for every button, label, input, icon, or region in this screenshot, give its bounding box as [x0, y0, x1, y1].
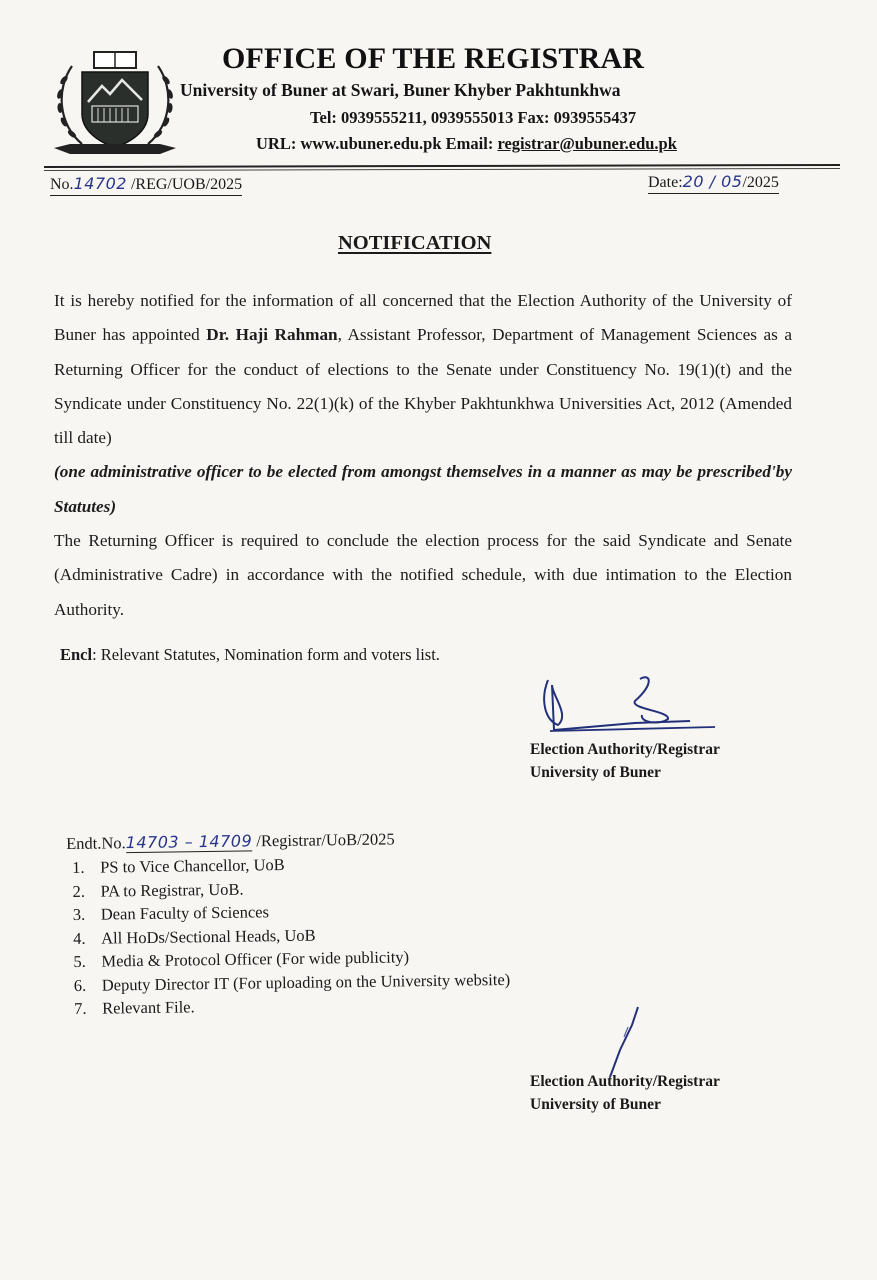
initial-signature-icon	[590, 1005, 650, 1080]
url-email-line	[256, 134, 677, 154]
recipient-text: PA to Registrar, UoB.	[100, 879, 244, 901]
document-date	[648, 172, 779, 194]
university-address: University of Buner at Swari, Buner Khyber Pakhtunkhwa	[180, 80, 621, 100]
signatory-designation: Election Authority/Registrar	[530, 741, 720, 758]
distribution-list	[72, 850, 511, 1021]
enclosure-line	[60, 645, 440, 665]
date-year: /2025	[742, 174, 779, 191]
recipient-text: Media & Protocol Officer (For wide publicity)	[101, 947, 410, 971]
paragraph-appointment	[54, 284, 792, 455]
appointee-name: Dr. Haji Rahman	[206, 325, 338, 345]
paragraph-text: It is hereby notified for the information of all concerned that the Election Authority of the University of Buner has appointed	[54, 291, 792, 345]
handwritten-reference-number: 14702	[73, 174, 127, 193]
signatory-institution: University of Buner	[530, 764, 661, 781]
handwritten-day: 20	[682, 172, 705, 191]
list-number: 7.	[73, 998, 87, 1018]
letterhead-divider-thin	[44, 168, 840, 171]
list-number: 5.	[73, 951, 86, 971]
email-link[interactable]: registrar@ubuner.edu.pk	[497, 134, 677, 153]
notification-body	[54, 284, 792, 627]
contact-numbers: Tel: 0939555211, 0939555013 Fax: 0939555437	[310, 108, 637, 127]
italic-note: (one administrative officer to be elected from amongst themselves in a manner as may be prescribed'by Statutes)	[54, 462, 792, 516]
recipient-text: Relevant File.	[101, 997, 195, 1018]
recipient-text: Deputy Director IT (For uploading on the University website)	[101, 969, 511, 995]
list-number: 4.	[73, 928, 86, 948]
enclosure-label: Encl	[60, 645, 93, 664]
endorsement-suffix: /Registrar/UoB/2025	[252, 829, 395, 851]
signature-block-top	[530, 738, 720, 784]
university-crest-icon	[50, 44, 180, 162]
list-number: 3.	[72, 904, 86, 924]
list-number: 2.	[72, 881, 85, 901]
url-label: URL: www.ubuner.edu.pk Email:	[256, 134, 498, 153]
reference-prefix: No.	[50, 176, 74, 193]
paragraph-instruction: The Returning Officer is required to conclude the election process for the said Syndicate and Senate (Administrative Cadre) in accordance with the notified schedule, with due intimation to the Election Authority.	[54, 531, 792, 619]
reference-number	[50, 174, 242, 196]
paragraph-text: , Assistant Professor, Department of Management Sciences as a Returning Officer for the conduct of elections to the Senate under Constituency No. 19(1)(t) and the Syndicate under Constituency No. 22(1)(k) of the Khyber Pakhtunkhwa Universities Act, 2012 (Amended till date)	[54, 325, 792, 448]
enclosure-text: : Relevant Statutes, Nomination form and voters list.	[92, 645, 440, 664]
recipient-text: Dean Faculty of Sciences	[100, 902, 270, 924]
endorsement-prefix: Endt.No.	[66, 833, 126, 853]
list-number: 1.	[72, 857, 85, 877]
handwritten-endorsement-range: 14703 – 14709	[125, 831, 253, 853]
date-separator: /	[704, 172, 722, 191]
endorsement-number	[66, 829, 395, 854]
recipient-text: All HoDs/Sectional Heads, UoB	[101, 925, 316, 948]
notification-heading: NOTIFICATION	[338, 232, 492, 254]
list-number: 6.	[73, 975, 87, 995]
list-item	[74, 991, 511, 1021]
handwritten-month: 05	[721, 172, 743, 191]
office-title: OFFICE OF THE REGISTRAR	[222, 42, 645, 75]
signature-block-bottom	[530, 1070, 720, 1116]
reference-suffix: /REG/UOB/2025	[126, 176, 243, 193]
signatory-institution: University of Buner	[530, 1096, 661, 1113]
date-label: Date:	[648, 174, 683, 191]
recipient-text: PS to Vice Chancellor, UoB	[100, 855, 285, 877]
signatory-designation: Election Authority/Registrar	[530, 1073, 720, 1090]
signature-icon	[540, 675, 720, 735]
